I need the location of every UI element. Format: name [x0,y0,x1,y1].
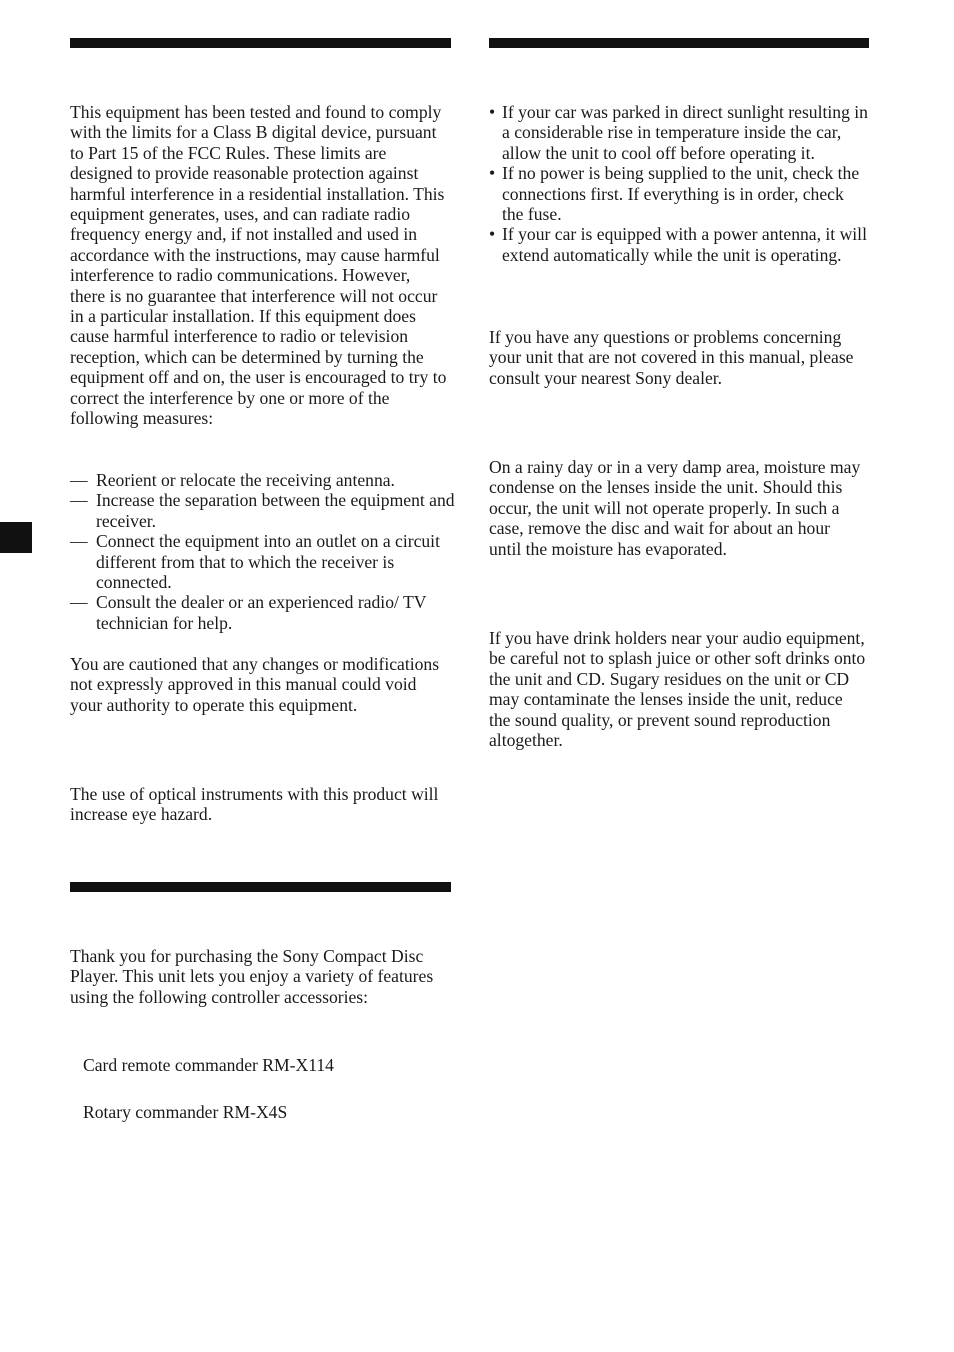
list-item: • If your car is equipped with a power antenna, it will extend automatically while the unit is operating. [489,224,867,265]
questions-paragraph: If you have any questions or problems concerning your unit that are not covered in this manual, please consult your nearest Sony dealer. [489,327,854,388]
fcc-paragraph: This equipment has been tested and found to comply with the limits for a Class B digital device, pursuant to Part 15 of the FCC Rules. These limits are designed to provide reasonable protection against harmful interference in a residential installation. This equipment generates, uses, and can radiate radio frequency energy and, if not installed and used in accordance with the instructions, may cause harmful interference to radio communications. However, there is no guarantee that interference will not occur in a particular installation. If this equipment does cause harmful interference to radio or television reception, which can be determined by turning the equipment off and on, the user is encouraged to try to correct the interference by one or more of the following measures: [70,102,447,429]
list-item: — Consult the dealer or an experienced radio/ TV technician for help. [70,592,427,633]
page-edge-tab [0,522,32,553]
list-item: • If your car was parked in direct sunlight resulting in a considerable rise in temperature inside the car, allow the unit to cool off before operating it. [489,102,868,163]
caution-paragraph: You are cautioned that any changes or modifications not expressly approved in this manual could void your authority to operate this equipment. [70,654,440,715]
list-item: • If no power is being supplied to the unit, check the connections first. If everything is in order, check the fuse. [489,163,860,225]
section-rule-left-top [70,38,451,48]
drink-holders-paragraph: If you have drink holders near your audio equipment, be careful not to splash juice or other soft drinks onto the unit and CD. Sugary residues on the unit or CD may contaminate the lenses inside the unit, reduce the sound quality, or prevent sound reproduction altogether. [489,628,866,751]
moisture-paragraph: On a rainy day or in a very damp area, moisture may condense on the lenses inside the unit. Should this occur, the unit will not operate properly. In such a case, remove the disc and wait for about an hour until the moisture has evaporated. [489,457,861,559]
accessory-card-remote: Card remote commander RM-X114 [83,1055,334,1075]
interference-measures-list [70,470,458,633]
welcome-paragraph: Thank you for purchasing the Sony Compact Disc Player. This unit lets you enjoy a variety of features using the following controller accessories: [70,946,434,1007]
accessory-rotary-commander: Rotary commander RM-X4S [83,1102,288,1122]
list-item: — Reorient or relocate the receiving antenna. [70,470,395,490]
list-item: — Increase the separation between the equipment and receiver. [70,490,455,531]
precautions-list [489,102,869,265]
optical-warning-paragraph: The use of optical instruments with this product will increase eye hazard. [70,784,439,825]
list-item: — Connect the equipment into an outlet on a circuit different from that to which the receiver is connected. [70,531,440,593]
section-rule-left-bottom [70,882,451,892]
section-rule-right-top [489,38,869,48]
